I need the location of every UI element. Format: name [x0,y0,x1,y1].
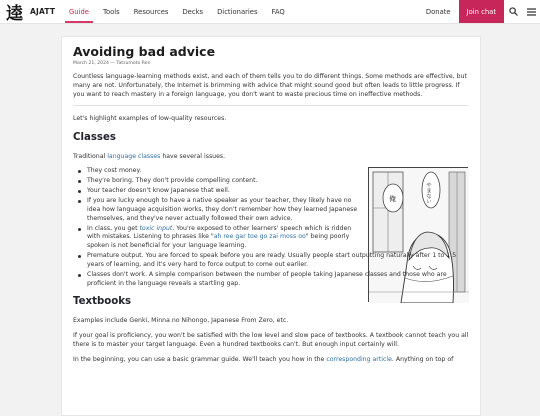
logo-text: AJATT [30,7,56,16]
nav-link-resources[interactable]: Resources [133,7,169,16]
list-item: Premature output. You are forced to speak before you are ready. Usually people start outputting naturally after 1 to 1.5 years of learning, and it's very hard to force output to come out earlier. [73,252,469,270]
divider [73,105,469,106]
toxic-text-c: " being poorly spoken is not beneficial for your language learning. [87,233,350,250]
list-item: They're boring. They don't provide compelling content. [73,177,365,186]
article-meta: March 21, 2024 — Tatsumoto Ren [73,61,151,66]
toxic-input-link[interactable]: toxic input [139,224,173,232]
heading-classes: Classes [73,132,116,143]
list-item: If you are lucky enough to have a native speaker as your teacher, they likely have no idea how language acquisition works, they don't remember how they learned Japanese themselves, and they've never actually followed their own advice. [73,197,365,223]
nav-link-tools[interactable]: Tools [102,7,120,16]
grammar-text-a: In the beginning, you can use a basic grammar guide. We'll teach you how in the [73,356,327,364]
corresponding-article-link[interactable]: corresponding article [326,356,392,364]
donate-link[interactable]: Donate [425,7,451,16]
list-item: Your teacher doesn't know Japanese that well. [73,187,365,196]
nav-link-decks[interactable]: Decks [182,7,204,16]
toxic-text-b: . You're exposed to other learners' speech which is ridden with mistakes. Listening to phrases like " [87,224,352,241]
list-item: They cost money. [73,167,365,176]
logo-glyph: 逵 [6,4,23,24]
manga-text-1: 俺 [389,195,396,203]
nav-links [62,0,292,23]
grammar-paragraph [73,355,469,364]
toxic-quote: ah ree gar toe go zai moss oo [213,233,306,241]
menu-icon[interactable] [522,0,540,23]
page-title: Avoiding bad advice [73,44,216,59]
nav-link-faq[interactable]: FAQ [271,7,285,16]
lead-paragraph: Let's highlight examples of low-quality resources. [73,115,227,122]
intro-paragraph: Countless language-learning methods exist, and each of them tells you to do different things. Some methods are effective, but many are not. Unfortunately, the Internet is brimming with advice that might sound good but often leads to little progress. If you want to reach mastery in a foreign language, you don't want to waste precious time on ineffective methods. [73,73,467,98]
classes-intro-text-end: have several issues. [160,153,226,160]
language-classes-link[interactable]: language classes [107,153,161,160]
classes-intro [73,152,469,161]
top-navbar [0,0,540,24]
textbooks-intro: Examples include Genki, Minna no Nihongo, Japanese From Zero, etc. [73,317,289,325]
list-item [73,225,365,251]
search-icon[interactable] [504,0,522,23]
site-logo[interactable] [0,0,62,23]
list-item: Classes don't work. A simple comparison between the number of people taking Japanese classes and those who are proficient in the language reveals a startling gap. [73,271,469,289]
textbooks-paragraph: If your goal is proficiency, you won't be satisfied with the low level and slow pace of textbooks. A textbook cannot teach you all there is to master your target language. Even a hundred textbooks can't. But enough input certainly will. [73,332,469,349]
article-content [73,44,469,364]
heading-textbooks: Textbooks [73,296,132,308]
toxic-text-a: In class, you get [87,224,140,232]
nav-right [418,0,540,23]
nav-link-dictionaries[interactable]: Dictionaries [217,7,258,16]
classes-section [73,167,469,288]
join-chat-button[interactable]: Join chat [459,0,504,23]
nav-link-guide[interactable]: Guide [62,0,96,23]
classes-intro-text: Traditional [73,153,108,160]
manga-text-2: やまない [425,182,431,204]
grammar-text-b: . Anything on top of [391,356,454,364]
